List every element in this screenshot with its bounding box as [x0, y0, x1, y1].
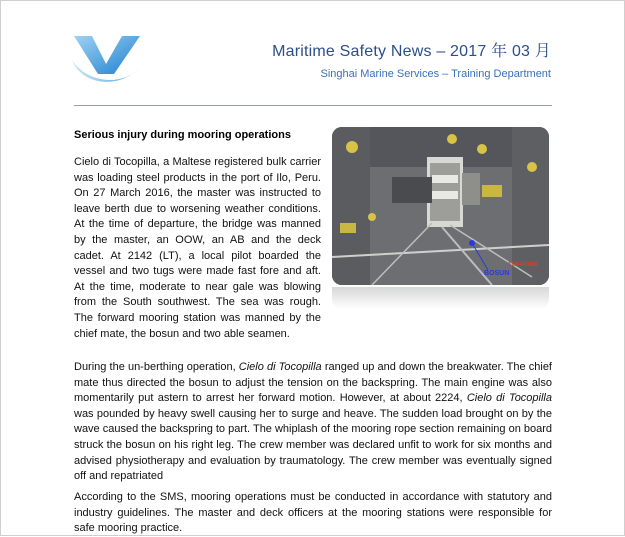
- newsletter-subtitle: Singhai Marine Services – Training Department: [320, 68, 551, 80]
- photo-bosun-label: BOSUN: [484, 270, 510, 277]
- photo-date-stamp: 11/04/2016: [508, 262, 538, 268]
- company-logo: [70, 30, 144, 90]
- article-paragraph-3: According to the SMS, mooring operations must be conducted in accordance with statutory and industry guidelines. The master and deck officers at the mooring stations were responsible for safe mooring practice.: [74, 491, 552, 535]
- ship-name: Cielo di Tocopilla: [466, 392, 552, 405]
- paragraph-2-text-c: was pounded by heavy swell causing her to surge and heave. The sudden load brought on by the wave caused the backspring to part. The whiplash of the mooring rope section remaining on board struck the bosun on his right leg. The crew member was declared unfit to work for six months and advised physiotherapy and evaluation by traumatology. The crew member was eventually signed off and repatriated: [74, 407, 552, 483]
- ship-name: Cielo di Tocopilla: [238, 361, 322, 373]
- paragraph-2-text-a: During the un-berthing operation,: [74, 361, 239, 373]
- paragraph-2-text-b: ranged up and down the breakwater. The chief mate thus directed the bosun to adjust the tension on the backspring. The main engine was also momentarily put astern to arrest her forward motion. However, at about 2224,: [74, 361, 552, 405]
- newsletter-title: Maritime Safety News – 2017 年 03 月: [272, 43, 551, 60]
- article-paragraph-1: Cielo di Tocopilla, a Maltese registered bulk carrier was loading steel products in the port of Ilo, Peru. On 27 March 2016, the master was instructed to leave berth due to worsening weather conditions. At the time of departure, the bridge was manned by the master, an OOW, an AB and the deck cadet. At 2142 (LT), a local pilot boarded the vessel and two tugs were made fast fore and aft. At the time, moderate to near gale was blowing from the South southwest. The sea was rough. The forward mooring station was manned by the chief mate, the bosun and two able seamen.: [74, 156, 321, 340]
- article-title: Serious injury during mooring operations: [74, 129, 291, 141]
- v-swoosh-logo-icon: [70, 30, 144, 90]
- header-divider: [74, 105, 552, 106]
- article-paragraph-2: [74, 360, 552, 485]
- photo-reflection: [332, 287, 549, 309]
